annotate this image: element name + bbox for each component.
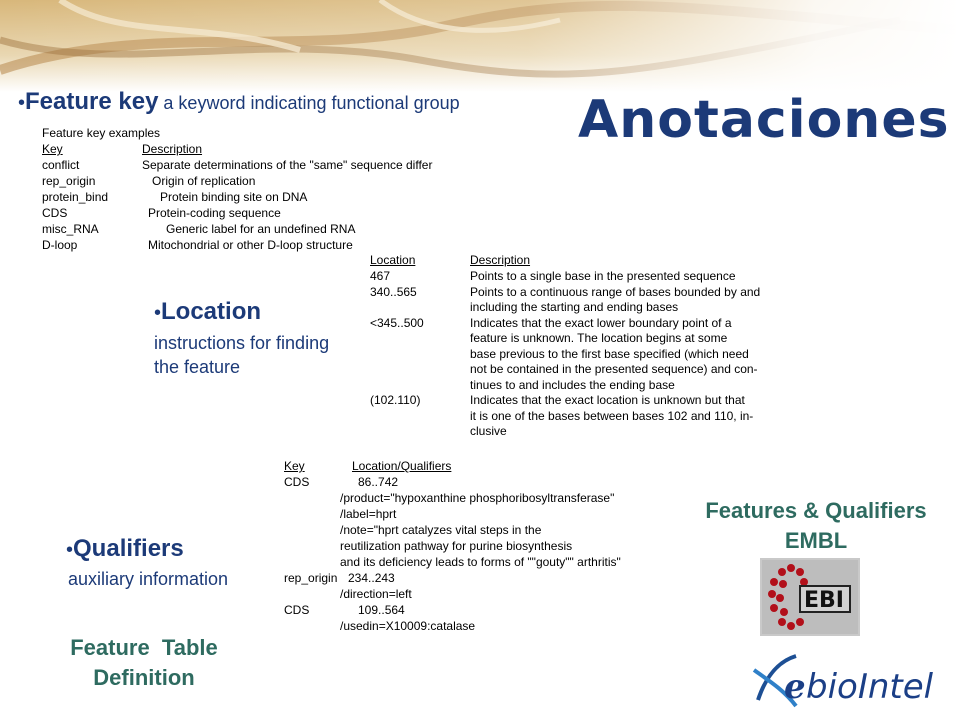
feature-key-row-desc: Protein binding site on DNA (160, 190, 308, 204)
feature-key-row-key: rep_origin (42, 174, 96, 188)
location-row-loc: (102.110) (370, 393, 421, 407)
biointel-prefix: e (784, 667, 806, 707)
bullet-dot: • (18, 92, 26, 114)
bullet-dot: • (154, 302, 162, 324)
biointel-logo (748, 650, 948, 714)
location-row-loc: 467 (370, 269, 391, 283)
feature-key-row-desc: Protein-coding sequence (148, 206, 281, 220)
location-sub-line1: instructions for finding (154, 333, 330, 353)
header-banner (0, 0, 960, 92)
feature-key-row-key: CDS (42, 206, 68, 220)
qualifiers-row-text: 234..243 (348, 571, 395, 585)
biointel-main: bioIntel (806, 667, 934, 707)
location-row-desc-line: clusive (470, 424, 507, 438)
qualifiers-col-loc: Location/Qualifiers (352, 459, 452, 473)
feature-key-row-key: D-loop (42, 238, 78, 252)
feature-key-col-key: Key (42, 142, 63, 156)
location-row-loc: <345..500 (370, 315, 424, 330)
qualifiers-row-key: CDS (284, 475, 310, 489)
features-qualifiers-embl (676, 496, 956, 556)
feature-key-caption: Feature key examples (42, 126, 161, 140)
location-row-desc-line: Indicates that the exact location is unknown but that (470, 393, 745, 407)
location-sub-line2: the feature (154, 357, 241, 377)
feature-table-line1: Feature Table (70, 635, 218, 660)
qualifiers-label: Qualifiers (73, 535, 184, 562)
dna-banner-graphic (0, 0, 960, 92)
qualifiers-row-key: CDS (284, 603, 310, 617)
qualifiers-row-text: /product="hypoxanthine phosphoribosyltransferase" (340, 491, 615, 505)
location-col-loc: Location (370, 253, 416, 267)
location-row-loc: 340..565 (370, 284, 417, 299)
qualifiers-row-text: /direction=left (340, 587, 412, 601)
feature-key-row-desc: Origin of replication (152, 174, 256, 188)
qualifiers-sub: auxiliary information (68, 569, 229, 589)
location-row-desc-line: base previous to the first base specified (which need (470, 346, 749, 361)
feature-key-rest: a keyword indicating functional group (158, 93, 460, 113)
location-heading (154, 298, 261, 326)
biointel-logo-graphic (748, 650, 948, 714)
qualifiers-row-text: /note="hprt catalyzes vital steps in the (340, 523, 542, 537)
feature-key-col-desc: Description (142, 142, 203, 156)
qualifiers-row-text: /label=hprt (340, 507, 397, 521)
location-row-desc-line: Indicates that the exact lower boundary point of a (470, 315, 732, 330)
location-row-desc-line: not be contained in the presented sequence) and con- (470, 362, 758, 376)
location-label: Location (161, 298, 262, 325)
feature-key-row-key: protein_bind (42, 190, 109, 204)
feature-key-bold: Feature key (25, 88, 159, 115)
location-row-desc-line: tinues to and includes the ending base (470, 377, 675, 392)
qualifiers-row-text: reutilization pathway for purine biosynthesis (340, 539, 573, 553)
qualifiers-heading (66, 535, 184, 563)
ebi-logo-text: EBI (804, 588, 844, 613)
feature-table-definition (40, 633, 248, 693)
location-row-desc-line: including the starting and ending bases (470, 300, 679, 314)
feature-key-heading (18, 88, 460, 116)
qualifiers-row-text: 109..564 (358, 603, 405, 617)
qualifiers-row-text: /usedin=X10009:catalase (340, 619, 476, 633)
qualifiers-row-key: rep_origin (284, 571, 338, 585)
feature-key-row-desc: Separate determinations of the "same" sequence differ (142, 158, 433, 172)
feature-table-line2: Definition (93, 665, 195, 690)
qualifiers-row-text: 86..742 (358, 475, 399, 489)
location-row-desc-line: feature is unknown. The location begins at some (470, 331, 728, 345)
location-row-desc-line: Points to a single base in the presented sequence (470, 269, 736, 283)
location-col-desc: Description (470, 253, 531, 267)
page-title: Anotaciones (578, 90, 950, 150)
ebi-logo (760, 558, 860, 636)
qualifiers-col-key: Key (284, 459, 305, 473)
bullet-dot: • (66, 539, 74, 561)
location-row-desc-line: Points to a continuous range of bases bounded by and (470, 284, 761, 299)
features-embl-line2: EMBL (784, 528, 848, 553)
feature-key-row-key: conflict (42, 158, 80, 172)
feature-key-row-key: misc_RNA (42, 222, 99, 236)
feature-key-row-desc: Generic label for an undefined RNA (166, 222, 356, 236)
features-embl-line1: Features & Qualifiers (705, 498, 927, 523)
location-row-desc-line: it is one of the bases between bases 102 and 110, in- (470, 408, 754, 423)
ebi-logo-graphic (760, 558, 860, 636)
qualifiers-row-text: and its deficiency leads to forms of ""gouty"" arthritis" (340, 555, 621, 569)
feature-key-row-desc: Mitochondrial or other D-loop structure (148, 238, 353, 252)
